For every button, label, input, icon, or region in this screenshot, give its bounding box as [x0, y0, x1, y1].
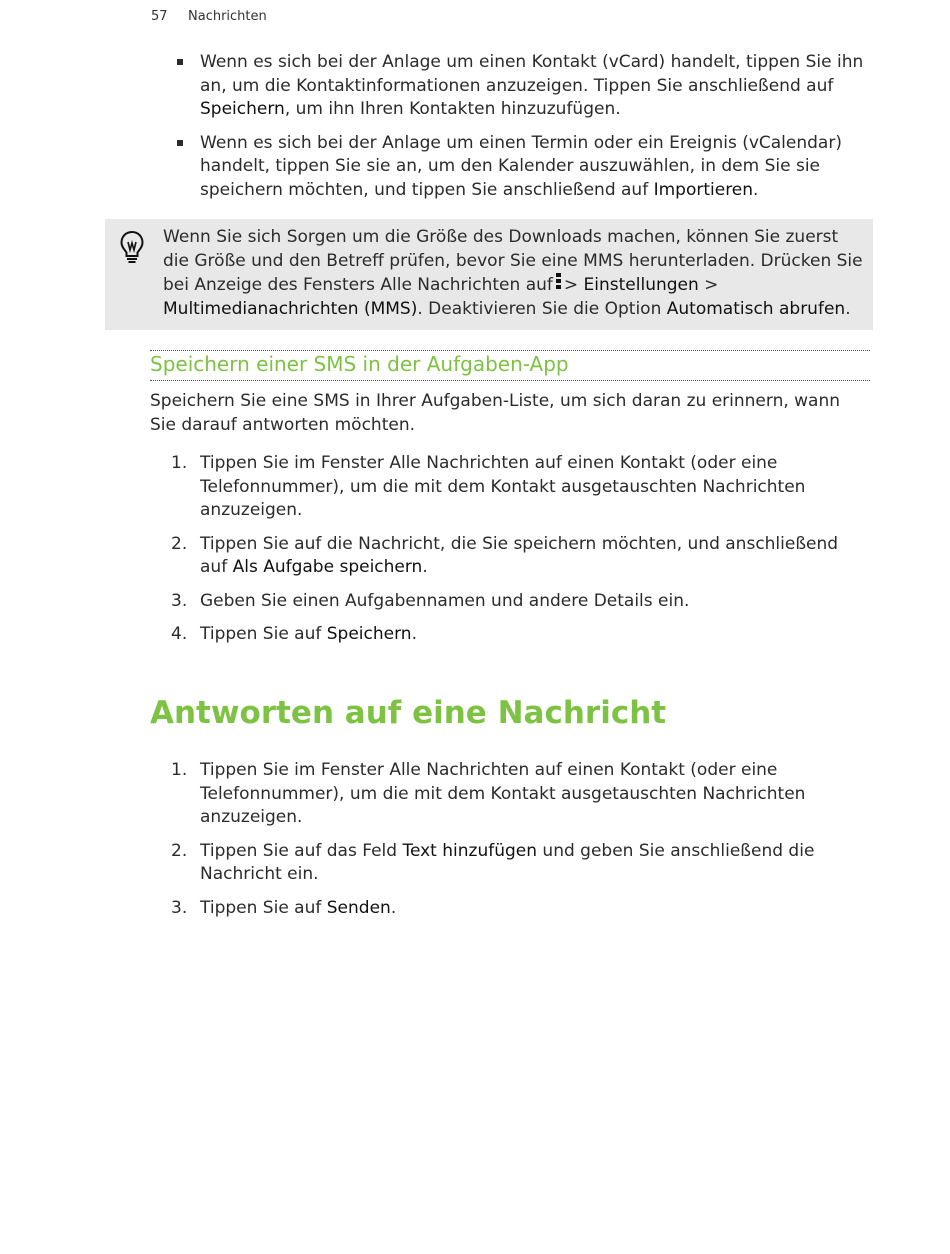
- tip-emphasis-mms: Multimedianachrichten (MMS): [163, 298, 418, 319]
- step-text: und geben Sie anschließend die Nachricht ein.: [200, 840, 815, 884]
- tip-text-part: Wenn Sie sich Sorgen um die Größe des Downloads machen, können Sie zuerst die Größe und den Betreff prüfen, bevor Sie eine MMS herunterladen. Drücken Sie bei Anzeige des Fensters Alle Nachrichten auf: [163, 227, 863, 295]
- bullet-text: Wenn es sich bei der Anlage um einen Termin oder ein Ereignis (vCalendar) handelt, tippen Sie sie an, um den Kalender auszuwählen, in dem Sie sie speichern möchten, und tippen Sie anschließend auf: [200, 132, 842, 200]
- step-text: Tippen Sie im Fenster Alle Nachrichten auf einen Kontakt (oder eine Telefonnummer), um die mit dem Kontakt ausgetauschten Nachrichten anzuzeigen.: [200, 453, 806, 520]
- menu-dots-icon: [556, 273, 561, 291]
- list-item: [150, 590, 870, 614]
- tip-emphasis-settings: Einstellungen: [583, 275, 699, 295]
- bullet-emphasis: Speichern: [200, 99, 285, 119]
- tip-text-part: . Deaktivieren Sie die Option: [417, 298, 667, 319]
- step-text: Tippen Sie auf die Nachricht, die Sie speichern möchten, und anschließend auf: [200, 533, 839, 577]
- list-item: [150, 533, 870, 580]
- step-number: 1.: [171, 760, 188, 780]
- step-text: .: [411, 624, 417, 644]
- page-header: [151, 9, 267, 24]
- subsection-heading: Speichern einer SMS in der Aufgaben-App: [150, 352, 569, 376]
- step-emphasis: Speichern: [326, 624, 412, 644]
- step-number: 3.: [171, 590, 188, 611]
- step-text: Tippen Sie auf: [200, 897, 327, 918]
- bullet-square-icon: [177, 59, 183, 65]
- bullet-square-icon: [177, 140, 183, 146]
- intro-paragraph: Speichern Sie eine SMS in Ihrer Aufgaben-Liste, um sich daran zu erinnern, wann Sie darauf antworten möchten.: [150, 391, 841, 435]
- step-number: 4.: [171, 624, 188, 644]
- section-title: Nachrichten: [188, 9, 267, 24]
- page-number: 57: [151, 9, 168, 24]
- step-number: 2.: [171, 840, 188, 861]
- section-heading: Antworten auf eine Nachricht: [150, 695, 667, 731]
- list-item: [150, 840, 870, 887]
- step-text: Geben Sie einen Aufgabennamen und andere Details ein.: [200, 590, 690, 611]
- tip-emphasis-autofetch: Automatisch abrufen: [666, 298, 846, 319]
- step-text: Tippen Sie im Fenster Alle Nachrichten auf einen Kontakt (oder eine Telefonnummer), um die mit dem Kontakt ausgetauschten Nachrichten anzuzeigen.: [200, 760, 806, 827]
- step-number: 3.: [171, 897, 188, 918]
- step-emphasis: Senden: [326, 897, 391, 918]
- step-number: 2.: [171, 533, 188, 554]
- list-item: [150, 759, 870, 830]
- attachment-bullet-list: [150, 51, 870, 212]
- step-emphasis: Als Aufgabe speichern: [232, 557, 423, 577]
- bullet-text: Wenn es sich bei der Anlage um einen Kontakt (vCard) handelt, tippen Sie ihn an, um die Kontaktinformationen anzuzeigen. Tippen Sie anschließend auf: [200, 52, 864, 96]
- tip-separator: >: [563, 275, 584, 295]
- step-emphasis: Text hinzufügen: [402, 840, 538, 861]
- heading-rule-top: [150, 350, 870, 351]
- step-number: 1.: [171, 453, 188, 473]
- step-text: .: [422, 557, 428, 577]
- tip-text: [163, 226, 863, 321]
- heading-rule-bottom: [150, 380, 870, 381]
- step-text: Tippen Sie auf das Feld: [200, 840, 403, 861]
- tip-text-part: .: [845, 298, 851, 319]
- list-item: [150, 452, 870, 523]
- bullet-text: .: [753, 179, 759, 200]
- step-text: .: [390, 897, 397, 918]
- list-item: [150, 623, 870, 647]
- task-steps-list: [150, 452, 870, 657]
- reply-steps-list: [150, 759, 870, 930]
- step-text: Tippen Sie auf: [200, 624, 327, 644]
- tip-box: [105, 219, 873, 330]
- bullet-emphasis: Importieren: [653, 179, 754, 200]
- tip-separator: >: [698, 275, 719, 295]
- lightbulb-icon: [119, 230, 145, 266]
- bullet-text: , um ihn Ihren Kontakten hinzuzufügen.: [284, 99, 621, 119]
- bullet-item-vcalendar: [150, 132, 870, 203]
- bullet-item-vcard: [150, 51, 870, 122]
- list-item: [150, 897, 870, 921]
